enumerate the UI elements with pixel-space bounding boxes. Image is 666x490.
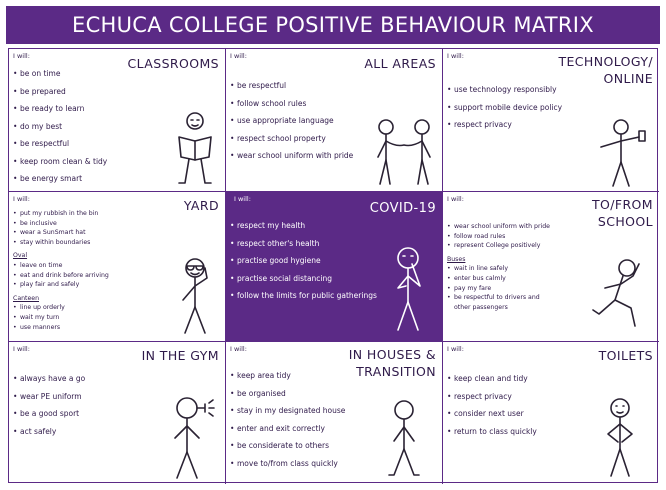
list-item: • return to class quickly — [447, 423, 537, 441]
list-item: • be prepared — [13, 83, 107, 101]
list-item: • stay within boundaries — [13, 238, 109, 248]
list-item: • consider next user — [447, 405, 537, 423]
list-item: • respect school property — [230, 130, 353, 148]
cell-title: TOILETS — [598, 348, 653, 363]
list-item: • use technology responsibly — [447, 81, 562, 99]
to-from-school-list — [447, 222, 550, 312]
list-item: • be a good sport — [13, 405, 85, 423]
list-item: • be respectful — [230, 77, 353, 95]
cell-title: COVID-19 — [369, 201, 436, 216]
cell-title: TO/FROM SCHOOL — [592, 197, 653, 229]
list-item: • eat and drink before arriving — [13, 271, 109, 281]
covid-list — [230, 217, 377, 305]
whistle-figure-icon — [161, 394, 221, 480]
list-item: • leave on time — [13, 261, 109, 271]
list-item: • wait in line safely — [447, 264, 550, 274]
list-item: • always have a go — [13, 370, 85, 388]
cell-title: YARD — [183, 198, 219, 213]
cell-title: TECHNOLOGY/ ONLINE — [558, 54, 653, 86]
list-item: • be ready to learn — [13, 100, 107, 118]
list-item: • use manners — [13, 323, 109, 333]
list-item: • keep clean and tidy — [447, 370, 537, 388]
cell-title: IN HOUSES & TRANSITION — [348, 347, 436, 379]
i-will-label: I will: — [447, 52, 464, 60]
list-item: • play fair and safely — [13, 280, 109, 290]
gym-list — [13, 370, 85, 440]
list-item: • be on time — [13, 65, 107, 83]
cell-classrooms — [9, 49, 226, 192]
list-item: • be respectful — [13, 135, 107, 153]
list-item: • do my best — [13, 118, 107, 136]
list-item-continued: other passengers — [454, 303, 508, 311]
list-item: • line up orderly — [13, 303, 109, 313]
list-item: • respect other's health — [230, 235, 377, 253]
list-item: • support mobile device policy — [447, 99, 562, 117]
list-item: • respect privacy — [447, 116, 562, 134]
oval-heading: Oval — [13, 252, 28, 260]
all-areas-list — [230, 77, 353, 165]
thinking-figure-icon — [384, 244, 438, 334]
list-item: • follow school rules — [230, 95, 353, 113]
cell-title: ALL AREAS — [364, 56, 436, 71]
list-item: • keep area tidy — [230, 367, 345, 385]
list-item: • wear school uniform with pride — [230, 147, 353, 165]
list-item: • practise social distancing — [230, 270, 377, 288]
list-item: • follow the limits for public gatherings — [230, 287, 377, 305]
reading-figure-icon — [167, 111, 223, 187]
i-will-label: I will: — [13, 345, 30, 353]
canteen-heading: Canteen — [13, 294, 39, 302]
i-will-label: I will: — [230, 345, 247, 353]
cell-in-the-gym — [9, 342, 226, 484]
running-figure-icon — [589, 256, 653, 332]
cell-toilets — [443, 342, 659, 484]
list-item: • respect my health — [230, 217, 377, 235]
buses-heading: Buses — [447, 255, 466, 263]
cell-all-areas — [226, 49, 443, 192]
cell-title: CLASSROOMS — [127, 56, 219, 71]
list-item: • be considerate to others — [230, 437, 345, 455]
list-item: • use appropriate language — [230, 112, 353, 130]
cell-in-houses-transition — [226, 342, 443, 484]
page-title: ECHUCA COLLEGE POSITIVE BEHAVIOUR MATRIX — [6, 6, 660, 44]
cell-covid-19 — [226, 192, 443, 342]
list-item: • move to/from class quickly — [230, 455, 345, 473]
list-item: • represent College positively — [447, 241, 550, 251]
list-item: • wear school uniform with pride — [447, 222, 550, 232]
cell-technology-online — [443, 49, 659, 192]
cell-to-from-school — [443, 192, 659, 342]
hands-on-hips-figure-icon — [591, 396, 649, 480]
list-item: • wear PE uniform — [13, 388, 85, 406]
walking-figure-icon — [376, 398, 430, 480]
list-item: • wait my turn — [13, 313, 109, 323]
classrooms-list — [13, 65, 107, 188]
behaviour-matrix — [8, 48, 658, 483]
list-item: • pay my fare — [447, 284, 550, 294]
list-item: • be inclusive — [13, 219, 109, 229]
i-will-label: I will: — [13, 195, 30, 203]
cell-yard — [9, 192, 226, 342]
list-item: • act safely — [13, 423, 85, 441]
list-item: • practise good hygiene — [230, 252, 377, 270]
toilets-list — [447, 370, 537, 440]
sunglasses-figure-icon — [169, 256, 221, 336]
cell-title: IN THE GYM — [141, 348, 219, 363]
handshake-figures-icon — [366, 117, 442, 189]
i-will-label: I will: — [234, 195, 251, 203]
i-will-label: I will: — [230, 52, 247, 60]
list-item: • put my rubbish in the bin — [13, 209, 109, 219]
list-item: • be energy smart — [13, 170, 107, 188]
i-will-label: I will: — [13, 52, 30, 60]
list-item: • enter and exit correctly — [230, 420, 345, 438]
list-item: • be organised — [230, 385, 345, 403]
list-item: • stay in my designated house — [230, 402, 345, 420]
phone-user-figure-icon — [593, 117, 651, 189]
i-will-label: I will: — [447, 195, 464, 203]
list-item: • wear a SunSmart hat — [13, 228, 109, 238]
list-item: • enter bus calmly — [447, 274, 550, 284]
list-item: • respect privacy — [447, 388, 537, 406]
list-item: • keep room clean & tidy — [13, 153, 107, 171]
technology-list — [447, 81, 562, 134]
yard-list — [13, 209, 109, 332]
i-will-label: I will: — [447, 345, 464, 353]
list-item: • be respectful to drivers and — [447, 293, 550, 303]
list-item: • follow road rules — [447, 232, 550, 242]
houses-list — [230, 367, 345, 472]
